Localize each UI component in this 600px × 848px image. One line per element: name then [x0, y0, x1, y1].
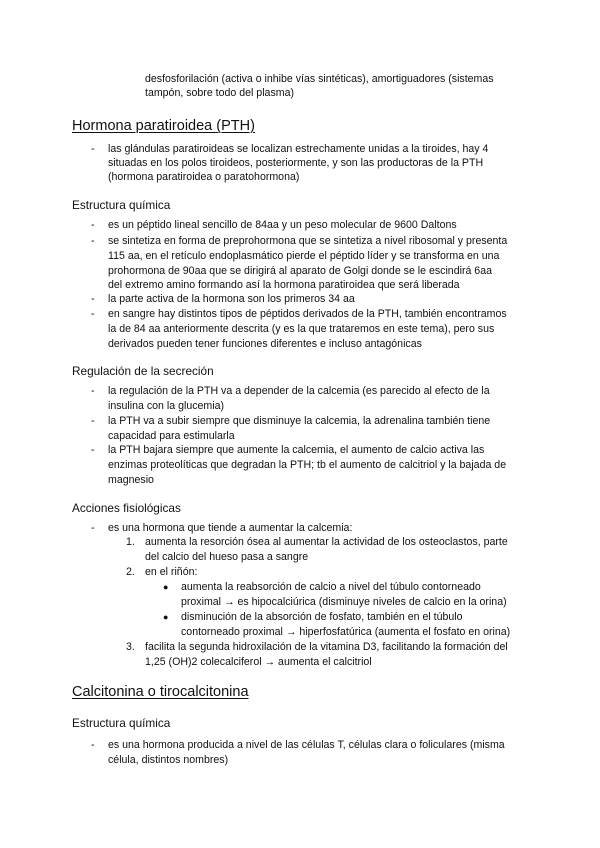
list-number: 1.	[126, 536, 135, 548]
subsection-title-regulacion: Regulación de la secreción	[72, 364, 214, 378]
bullet-marker: -	[91, 444, 95, 456]
bullet-marker: -	[91, 415, 95, 427]
bullet-line: la PTH va a subir siempre que disminuye la calcemia, la adrenalina también tiene	[108, 415, 491, 427]
bullet-line: la de 84 aa anteriormente descrita (y es la que trataremos en este tema), pero sus	[108, 323, 495, 335]
bullet-marker: -	[91, 522, 95, 534]
bullet-line: derivados pueden tener funciones diferentes e incluso antagónicas	[108, 338, 422, 350]
bullet-line: del extremo amino formando así la hormona paratiroidea que será liberada	[108, 279, 460, 291]
bullet-line: es un péptido lineal sencillo de 84aa y un peso molecular de 9600 Daltons	[108, 219, 457, 231]
sublist-item-line: proximal → es hipocalciúrica (disminuye niveles de calcio en la orina)	[181, 596, 507, 608]
list-item-line: del calcio del hueso pasa a sangre	[145, 551, 309, 563]
intro-line: tampón, sobre todo del plasma)	[145, 87, 294, 99]
bullet-marker: -	[91, 219, 95, 231]
sublist-item-line: disminución de la absorción de fosfato, también en el túbulo	[181, 611, 463, 623]
bullet-line: capacidad para estimularla	[108, 430, 235, 442]
bullet-line: 115 aa, en el retículo endoplasmático pierde el péptido líder y se transforma en una	[108, 250, 500, 262]
bullet-line: (hormona paratiroidea o paratohormona)	[108, 171, 300, 183]
bullet-marker: -	[91, 293, 95, 305]
list-item-line: facilita la segunda hidroxilación de la vitamina D3, facilitando la formación del	[145, 641, 508, 653]
bullet-line: se sintetiza en forma de preprohormona que se sintetiza a nivel ribosomal y presenta	[108, 235, 508, 247]
section-title-calcitonina: Calcitonina o tirocalcitonina	[72, 684, 249, 700]
bullet-line: célula, distintos nombres)	[108, 754, 229, 766]
bullet-line: es una hormona que tiende a aumentar la calcemia:	[108, 522, 353, 534]
bullet-marker: -	[91, 308, 95, 320]
list-item-line: en el riñón:	[145, 566, 198, 578]
bullet-line: insulina con la glucemia)	[108, 400, 225, 412]
intro-line: desfosforilación (activa o inhibe vías sintéticas), amortiguadores (sistemas	[145, 73, 494, 85]
bullet-line: las glándulas paratiroideas se localizan estrechamente unidas a la tiroides, hay 4	[108, 143, 489, 155]
subsection-title-estructura: Estructura química	[72, 198, 171, 212]
bullet-line: situadas en los polos tiroideos, posteriormente, y son las productoras de la PTH	[108, 157, 484, 169]
bullet-line: la regulación de la PTH va a depender de la calcemia (es parecido al efecto de la	[108, 385, 490, 397]
sublist-item-line: contorneado proximal → hiperfosfatúrica (aumenta el fosfato en orina)	[181, 626, 511, 638]
list-item-line: 1,25 (OH)2 colecalciferol → aumenta el calcitriol	[145, 656, 372, 668]
list-number: 2.	[126, 566, 135, 578]
bullet-line: es una hormona producida a nivel de las células T, células clara o foliculares (misma	[108, 739, 505, 751]
list-number: 3.	[126, 641, 135, 653]
subsection-title-acciones: Acciones fisiológicas	[72, 501, 181, 515]
bullet-line: magnesio	[108, 474, 154, 486]
bullet-dot: ●	[163, 582, 169, 592]
bullet-marker: -	[91, 739, 95, 751]
bullet-dot: ●	[163, 612, 169, 622]
section-title-pth: Hormona paratiroidea (PTH)	[72, 118, 255, 134]
bullet-marker: -	[91, 143, 95, 155]
bullet-line: prohormona de 90aa que se dirigirá al aparato de Golgi donde se le escindirá 6aa	[108, 265, 492, 277]
bullet-line: la parte activa de la hormona son los primeros 34 aa	[108, 293, 355, 305]
sublist-item-line: aumenta la reabsorción de calcio a nivel del túbulo contorneado	[181, 581, 481, 593]
bullet-line: la PTH bajara siempre que aumente la calcemia, el aumento de calcio activa las	[108, 444, 485, 456]
subsection-title-estructura-calcitonina: Estructura química	[72, 716, 171, 730]
bullet-marker: -	[91, 385, 95, 397]
bullet-line: enzimas proteolíticas que degradan la PTH; tb el aumento de calcitriol y la bajada de	[108, 459, 507, 471]
bullet-line: en sangre hay distintos tipos de péptidos derivados de la PTH, también encontramos	[108, 308, 507, 320]
bullet-marker: -	[91, 235, 95, 247]
list-item-line: aumenta la resorción ósea al aumentar la actividad de los osteoclastos, parte	[145, 536, 508, 548]
